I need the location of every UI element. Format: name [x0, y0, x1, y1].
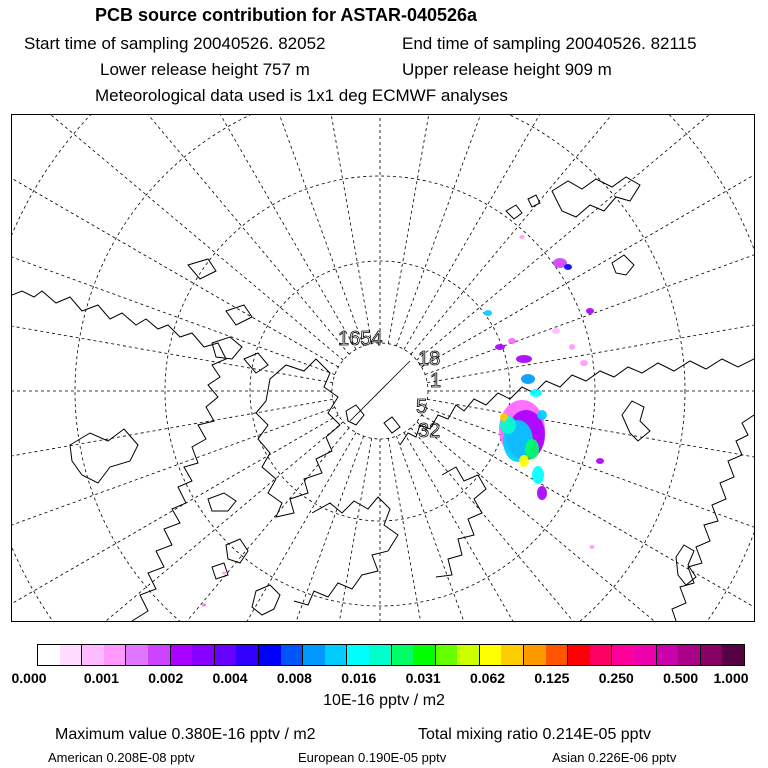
color-scale-cell: [236, 645, 259, 665]
total-value: 0.214E-05 pptv: [542, 726, 652, 743]
european-value: 0.190E-05 pptv: [358, 750, 447, 765]
coast-hudson-bay: [70, 429, 138, 483]
plume-cell: [564, 264, 572, 270]
color-scale-cell: [501, 645, 524, 665]
color-scale-cell: [590, 645, 613, 665]
coast-greenland: [256, 359, 340, 517]
asian-contribution: [552, 750, 676, 765]
graticule: [12, 115, 754, 621]
color-scale-cell: [281, 645, 304, 665]
color-scale-tick-label: 0.004: [212, 670, 248, 686]
color-scale-tick-label: 0.031: [405, 670, 441, 686]
max-value: 0.380E-16 pptv / m2: [171, 726, 316, 743]
plume-cell: [569, 344, 575, 350]
start-time: [24, 34, 326, 54]
meridian-line: [72, 115, 363, 346]
coast-north-america: [12, 291, 226, 621]
color-scale-tick-label: 0.016: [341, 670, 377, 686]
color-scale-cell: [60, 645, 83, 665]
color-scale-cell: [546, 645, 569, 665]
plume-cell: [580, 360, 588, 366]
plume-cell: [222, 572, 226, 575]
color-scale-cell: [480, 645, 502, 665]
asian-value: 0.226E-06 pptv: [588, 750, 677, 765]
lower-release-value: 757 m: [262, 60, 310, 79]
upper-release-label: Upper release height: [402, 60, 560, 79]
meridian-line: [404, 433, 754, 621]
color-scale-cell: [634, 645, 657, 665]
color-scale-cell: [82, 645, 104, 665]
american-label: American: [48, 750, 103, 765]
graticule-labels: [338, 328, 441, 442]
color-scale-cell: [722, 645, 744, 665]
coast-east-asia: [672, 415, 754, 621]
color-scale-cell: [701, 645, 723, 665]
coast-alaska: [552, 177, 640, 217]
pole-line: [350, 361, 410, 421]
end-time: [402, 34, 697, 54]
color-scale-tick-label: 0.008: [276, 670, 312, 686]
color-scale-cell: [38, 645, 60, 665]
label-18: 18: [418, 348, 441, 370]
coast-siberia: [400, 359, 754, 445]
plume-cell: [500, 413, 508, 421]
coast-iceland: [208, 493, 236, 511]
meridian-line: [12, 422, 343, 621]
upper-release-value: 909 m: [564, 60, 612, 79]
meridian-line: [12, 235, 333, 383]
color-scale-cell: [392, 645, 414, 665]
meridian-line: [422, 115, 754, 367]
coast-asia-interior: [436, 467, 486, 577]
total-mixing-ratio: [418, 726, 651, 744]
color-scale-tick-label: 1.000: [713, 670, 749, 686]
coast-north-pacific: [612, 255, 634, 275]
plume-cell: [516, 355, 532, 363]
meridian-line: [224, 115, 372, 344]
meridian-line: [12, 115, 338, 367]
meridian-line: [12, 115, 356, 349]
meridian-line: [12, 115, 335, 375]
coast-svalbard: [346, 405, 400, 433]
color-scale-cell: [612, 645, 634, 665]
color-scale-tick-label: 0.250: [598, 670, 634, 686]
color-scale-cell: [215, 645, 237, 665]
plume-cell: [537, 486, 547, 500]
european-label: European: [298, 750, 355, 765]
end-time-value: 20040526. 82115: [565, 34, 697, 53]
start-time-label: Start time of sampling: [24, 34, 189, 53]
total-label: Total mixing ratio: [418, 726, 539, 743]
color-scale-cell: [171, 645, 193, 665]
maximum-value: [55, 726, 316, 744]
meridian-line: [388, 115, 536, 344]
meridian-line: [396, 115, 687, 346]
color-scale-cell: [413, 645, 436, 665]
coast-kamchatka: [622, 401, 650, 441]
color-scale-cell: [457, 645, 480, 665]
color-scale-tick-label: 0.062: [470, 670, 506, 686]
color-scale-cell: [657, 645, 679, 665]
pcb-plume: [202, 235, 604, 607]
color-scale-cell: [436, 645, 458, 665]
plume-cell: [537, 410, 547, 420]
color-scale-cell: [148, 645, 171, 665]
color-scale-cell: [259, 645, 281, 665]
meridian-line: [404, 115, 754, 349]
plume-cell: [519, 455, 529, 467]
plot-title: PCB source contribution for ASTAR-040526a: [95, 5, 478, 25]
color-scale-bar: [37, 644, 745, 666]
coast-british-isles: [212, 539, 248, 579]
plume-cell: [525, 439, 539, 459]
plume-cell: [508, 338, 516, 344]
plume-cell: [484, 310, 492, 316]
meridian-line: [12, 415, 338, 621]
latitude-circle: [12, 115, 754, 621]
plume-cell: [202, 604, 206, 607]
meridian-line: [411, 428, 754, 621]
latitude-circle: [12, 115, 754, 621]
american-value: 0.208E-08 pptv: [106, 750, 195, 765]
lower-release-height: [100, 60, 310, 80]
color-scale-tick-label: 0.125: [534, 670, 570, 686]
meridian-line: [12, 433, 356, 621]
meridian-line: [417, 422, 754, 621]
plume-cell: [530, 389, 542, 397]
start-time-value: 20040526. 82052: [193, 34, 326, 53]
color-scale-cell: [678, 645, 701, 665]
color-scale-tick-label: 0.500: [663, 670, 699, 686]
label-1: 1: [430, 370, 442, 392]
plume-cell: [495, 344, 505, 350]
max-label: Maximum value: [55, 726, 168, 743]
plume-cell: [590, 545, 595, 549]
color-scale-tick-label: 0.002: [148, 670, 184, 686]
color-scale-tick-label: 0.001: [83, 670, 119, 686]
coast-south-europe: [252, 585, 280, 615]
label-32: 32: [418, 420, 441, 442]
plume-cell: [586, 308, 594, 314]
map-canvas: [12, 115, 754, 621]
asian-label: Asian: [552, 750, 585, 765]
plume-cell: [521, 374, 535, 384]
plume-cell: [596, 458, 604, 464]
european-contribution: [298, 750, 446, 765]
end-time-label: End time of sampling: [402, 34, 561, 53]
color-scale-unit: 10E-16 pptv / m2: [323, 692, 445, 709]
meteorological-data-note: Meteorological data used is 1x1 deg ECMWF analyses: [95, 86, 508, 105]
meridian-line: [411, 115, 754, 354]
meridian-line: [396, 436, 687, 621]
color-scale-cell: [303, 645, 325, 665]
polar-map: [11, 114, 755, 622]
coast-scandinavia: [294, 497, 398, 605]
plume-cell: [520, 235, 525, 239]
american-contribution: [48, 750, 195, 765]
meridian-line: [388, 438, 536, 621]
color-scale-cell: [369, 645, 392, 665]
color-scale-cell: [192, 645, 215, 665]
coast-arctic-islands: [188, 259, 268, 373]
color-scale-tick-label: 0.000: [11, 670, 47, 686]
color-scale-cell: [126, 645, 148, 665]
meridian-line: [12, 399, 333, 547]
plume-cell: [532, 466, 544, 484]
plume-cell: [552, 328, 560, 334]
meridian-line: [224, 438, 372, 621]
color-scale-cell: [568, 645, 590, 665]
color-scale-cell: [347, 645, 369, 665]
color-scale-cell: [325, 645, 348, 665]
meridian-line: [12, 115, 343, 360]
coast-japan: [676, 545, 696, 585]
meridian-line: [425, 115, 754, 375]
meridian-line: [12, 428, 349, 621]
label-5: 5: [416, 396, 428, 418]
upper-release-height: [402, 60, 612, 80]
lower-release-label: Lower release height: [100, 60, 258, 79]
label-1654: 1654: [338, 328, 383, 350]
color-scale-cell: [524, 645, 546, 665]
coastlines: [12, 177, 754, 621]
color-scale-cell: [104, 645, 127, 665]
